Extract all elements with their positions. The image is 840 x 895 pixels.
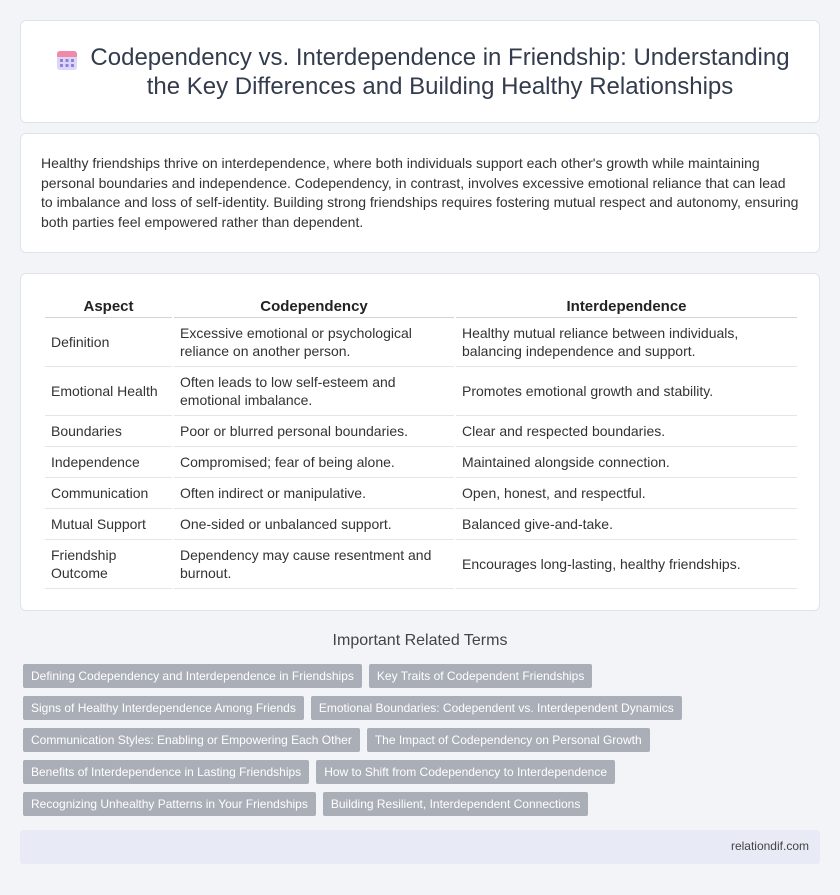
table-cell-interdependence: Maintained alongside connection. xyxy=(456,447,797,478)
table-cell-codependency: Often indirect or manipulative. xyxy=(174,478,454,509)
related-term-tag[interactable]: Defining Codependency and Interdependence in Friendships xyxy=(23,664,362,688)
tag-row xyxy=(23,792,813,816)
table-cell-interdependence: Balanced give-and-take. xyxy=(456,509,797,540)
column-header-interdependence: Interdependence xyxy=(456,296,797,318)
table-cell-codependency: Compromised; fear of being alone. xyxy=(174,447,454,478)
table-row xyxy=(45,509,797,540)
tag-row xyxy=(23,728,813,752)
table-cell-aspect: Independence xyxy=(45,447,172,478)
column-header-aspect: Aspect xyxy=(45,296,172,318)
page-title: Codependency vs. Interdependence in Friendship: Understanding the Key Differences and Building Healthy Relationships xyxy=(90,43,790,100)
table-cell-aspect: Emotional Health xyxy=(45,367,172,416)
related-term-tag[interactable]: Key Traits of Codependent Friendships xyxy=(369,664,592,688)
table-cell-interdependence: Open, honest, and respectful. xyxy=(456,478,797,509)
table-cell-interdependence: Promotes emotional growth and stability. xyxy=(456,367,797,416)
related-term-tag[interactable]: Recognizing Unhealthy Patterns in Your Friendships xyxy=(23,792,316,816)
related-terms-list xyxy=(23,664,813,824)
table-cell-interdependence: Healthy mutual reliance between individuals, balancing independence and support. xyxy=(456,318,797,367)
tag-row xyxy=(23,760,813,784)
table-row xyxy=(45,478,797,509)
intro-card xyxy=(20,133,820,253)
related-term-tag[interactable]: Benefits of Interdependence in Lasting Friendships xyxy=(23,760,309,784)
table-cell-codependency: Excessive emotional or psychological reliance on another person. xyxy=(174,318,454,367)
related-terms-title: Important Related Terms xyxy=(332,632,508,649)
related-term-tag[interactable]: Emotional Boundaries: Codependent vs. Interdependent Dynamics xyxy=(311,696,682,720)
table-cell-aspect: Boundaries xyxy=(45,416,172,447)
table-cell-aspect: Friendship Outcome xyxy=(45,540,172,589)
related-term-tag[interactable]: How to Shift from Codependency to Interdependence xyxy=(316,760,615,784)
comparison-table-card xyxy=(20,273,820,611)
table-cell-codependency: Often leads to low self-esteem and emotional imbalance. xyxy=(174,367,454,416)
footer-site-link[interactable]: relationdif.com xyxy=(730,839,809,853)
table-row xyxy=(45,416,797,447)
related-term-tag[interactable]: Signs of Healthy Interdependence Among Friends xyxy=(23,696,304,720)
table-cell-interdependence: Clear and respected boundaries. xyxy=(456,416,797,447)
column-header-codependency: Codependency xyxy=(174,296,454,318)
table-row xyxy=(45,447,797,478)
related-term-tag[interactable]: Communication Styles: Enabling or Empowering Each Other xyxy=(23,728,360,752)
table-cell-aspect: Communication xyxy=(45,478,172,509)
table-cell-codependency: Dependency may cause resentment and burnout. xyxy=(174,540,454,589)
table-cell-aspect: Mutual Support xyxy=(45,509,172,540)
table-cell-interdependence: Encourages long-lasting, healthy friendships. xyxy=(456,540,797,589)
title-wrap xyxy=(51,21,799,122)
footer xyxy=(20,830,820,864)
tag-row xyxy=(23,664,813,688)
tag-row xyxy=(23,696,813,720)
table-cell-codependency: Poor or blurred personal boundaries. xyxy=(174,416,454,447)
table-row xyxy=(45,318,797,367)
related-term-tag[interactable]: The Impact of Codependency on Personal Growth xyxy=(367,728,650,752)
intro-paragraph: Healthy friendships thrive on interdependence, where both individuals support each other's growth while maintaining personal boundaries and independence. Codependency, in contrast, involves excessive emotional reliance that can lead to imbalance and loss of self-identity. Building strong friendships requires fostering mutual respect and autonomy, ensuring both parties feel empowered rather than dependent. xyxy=(41,155,799,230)
table-row xyxy=(45,367,797,416)
table-header-row xyxy=(45,296,797,318)
comparison-table xyxy=(43,296,799,589)
table-cell-aspect: Definition xyxy=(45,318,172,367)
table-row xyxy=(45,540,797,589)
related-term-tag[interactable]: Building Resilient, Interdependent Connections xyxy=(323,792,589,816)
header-card xyxy=(20,20,820,123)
table-cell-codependency: One-sided or unbalanced support. xyxy=(174,509,454,540)
